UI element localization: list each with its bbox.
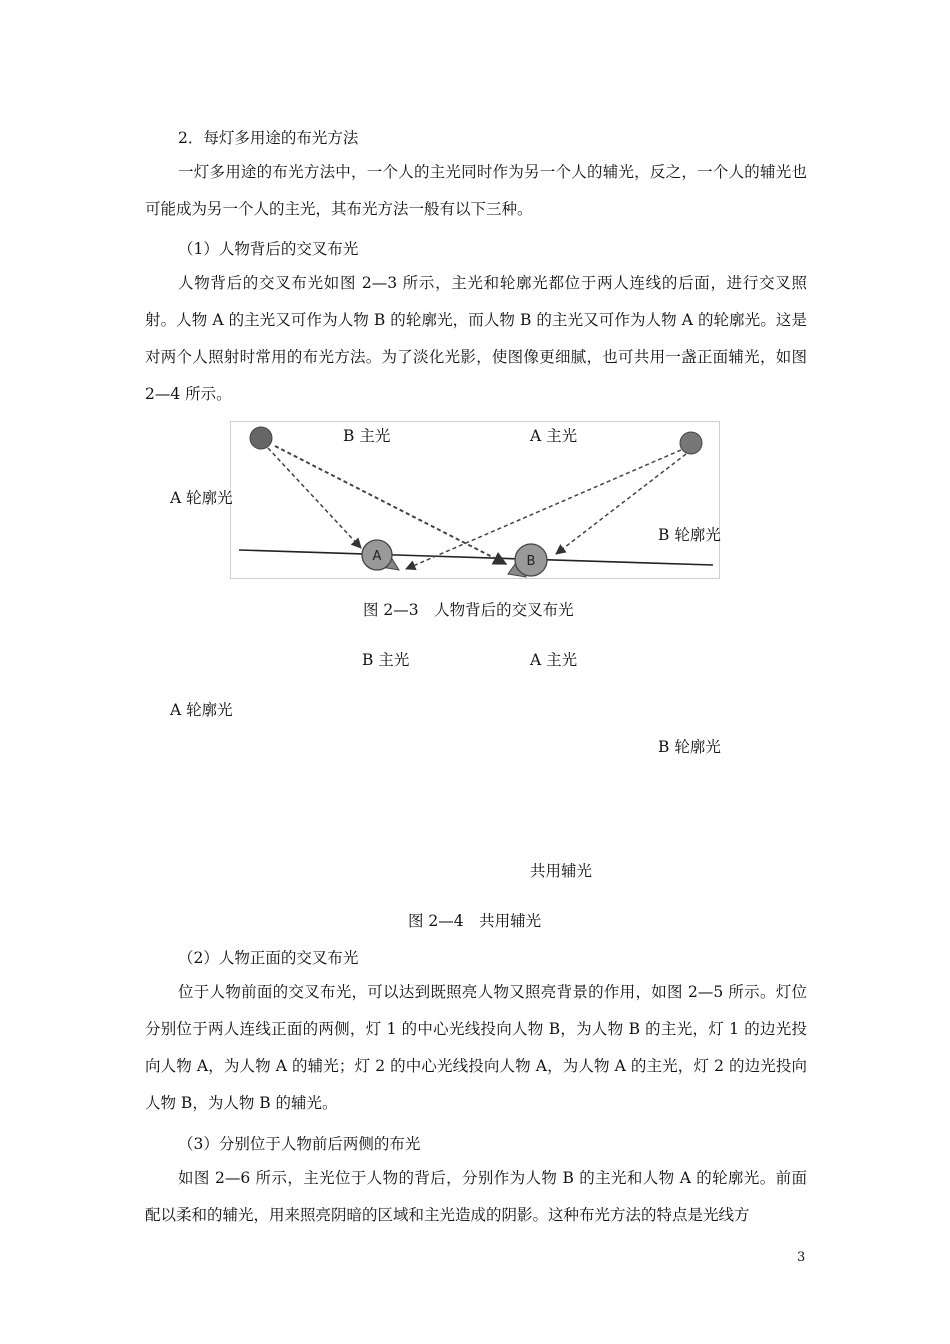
subsection-3-paragraph: 如图 2—6 所示，主光位于人物的背后，分别作为人物 B 的主光和人物 A 的轮廓光。前面配以柔和的辅光，用来照亮阴暗的区域和主光造成的阴影。这种布光方法的特点是光线方 xyxy=(145,1169,807,1224)
fig3-caption: 图 2—3 人物背后的交叉布光 xyxy=(363,601,574,619)
subsection-1-paragraph: 人物背后的交叉布光如图 2—3 所示，主光和轮廓光都位于两人连线的后面，进行交叉照射。人物 A 的主光又可作为人物 B 的轮廓光，而人物 B 的主光又可作为人物 A 的轮廓光。这是对两个人照射时常用的布光方法。为了淡化光影，使图像更细腻，也可共用一盏正面辅光，如图 2—4 所示。 xyxy=(145,274,807,403)
fig4-b-key-label: B 主光 xyxy=(362,651,410,669)
fig4-a-key-label: A 主光 xyxy=(530,651,578,669)
fig3-b-key-label: B 主光 xyxy=(343,427,391,445)
subsection-2-paragraph: 位于人物前面的交叉布光，可以达到既照亮人物又照亮背景的作用，如图 2—5 所示。灯位分别位于两人连线正面的两侧，灯 1 的中心光线投向人物 B，为人物 B 的主光，灯 1 的边光投向人物 A，为人物 A 的辅光；灯 2 的中心光线投向人物 A，为人物 A 的主光，灯 2 的边光投向人物 B，为人物 B 的辅光。 xyxy=(145,983,807,1112)
fig4-shared-fill-label: 共用辅光 xyxy=(530,862,593,880)
subject-line xyxy=(239,550,713,565)
person-b-label: B xyxy=(526,554,536,569)
lamp-left xyxy=(250,427,272,449)
fig3-b-rim-label: B 轮廓光 xyxy=(658,526,721,544)
fig4-a-rim-label: A 轮廓光 xyxy=(170,701,233,719)
person-a-label: A xyxy=(372,549,382,564)
fig4-caption: 图 2—4 共用辅光 xyxy=(408,912,542,930)
lamp-right xyxy=(680,432,702,454)
subsection-1-title: （1）人物背后的交叉布光 xyxy=(178,240,359,258)
subsection-2-title: （2）人物正面的交叉布光 xyxy=(178,949,359,967)
intro-paragraph: 一灯多用途的布光方法中，一个人的主光同时作为另一个人的辅光，反之，一个人的辅光也可能成为另一个人的主光，其布光方法一般有以下三种。 xyxy=(145,163,807,218)
figure-2-3-diagram xyxy=(231,422,721,580)
ray-left-to-a xyxy=(268,448,361,548)
page-number: 3 xyxy=(797,1250,806,1265)
fig3-a-rim-label: A 轮廓光 xyxy=(170,489,233,507)
section-heading: 2．每灯多用途的布光方法 xyxy=(178,129,359,147)
ray-left-to-b xyxy=(275,446,506,564)
subsection-3-title: （3）分别位于人物前后两侧的布光 xyxy=(178,1135,421,1153)
figure-2-3 xyxy=(230,421,720,579)
fig4-b-rim-label: B 轮廓光 xyxy=(658,738,721,756)
fig3-a-key-label: A 主光 xyxy=(530,427,578,445)
